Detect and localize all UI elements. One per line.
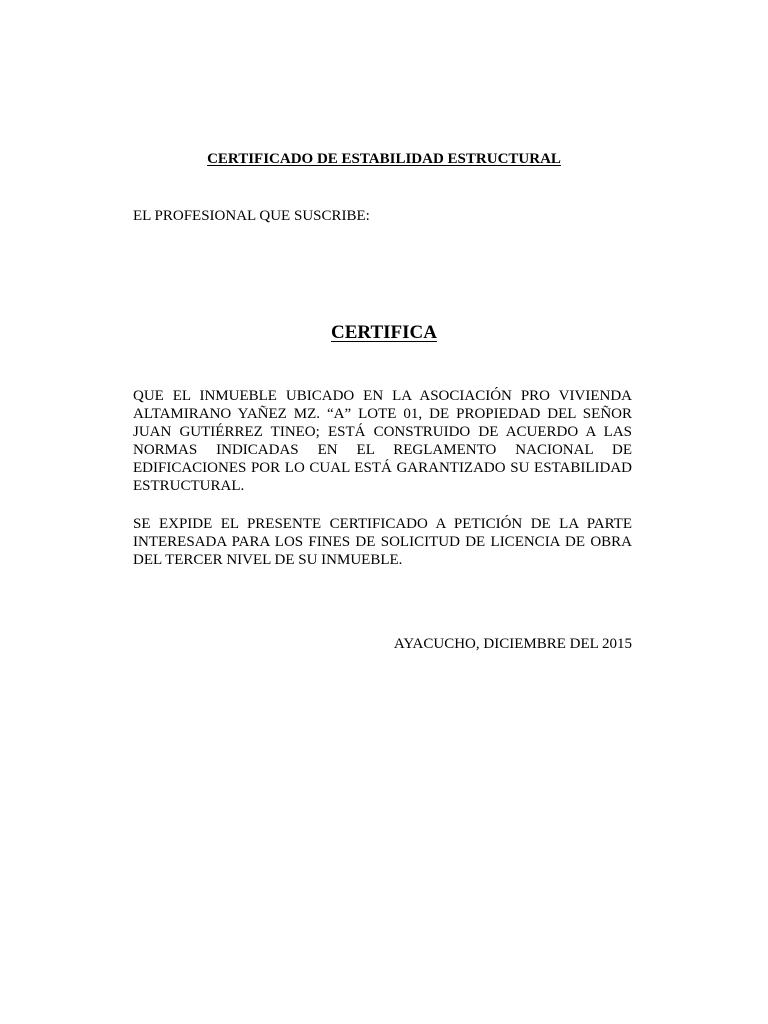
document-title: CERTIFICADO DE ESTABILIDAD ESTRUCTURAL [207,151,561,167]
certifica-heading: CERTIFICA [331,322,437,343]
intro-line: EL PROFESIONAL QUE SUSCRIBE: [133,208,370,224]
issuance-paragraph: SE EXPIDE EL PRESENTE CERTIFICADO A PETICIÓN DE LA PARTE INTERESADA PARA LOS FINES DE SOLICITUD DE LICENCIA DE OBRA DEL TERCER NIVEL DE SU INMUEBLE. [133,516,632,568]
place-date: AYACUCHO, DICIEMBRE DEL 2015 [393,636,632,652]
certification-paragraph: QUE EL INMUEBLE UBICADO EN LA ASOCIACIÓN PRO VIVIENDA ALTAMIRANO YAÑEZ MZ. “A” LOTE 01, DE PROPIEDAD DEL SEÑOR JUAN GUTIÉRREZ TINEO; ESTÁ CONSTRUIDO DE ACUERDO A LAS NORMAS INDICADAS EN EL REGLAMENTO NACIONAL DE EDIFICACIONES POR LO CUAL ESTÁ GARANTIZADO SU ESTABILIDAD ESTRUCTURAL. [133,388,632,494]
